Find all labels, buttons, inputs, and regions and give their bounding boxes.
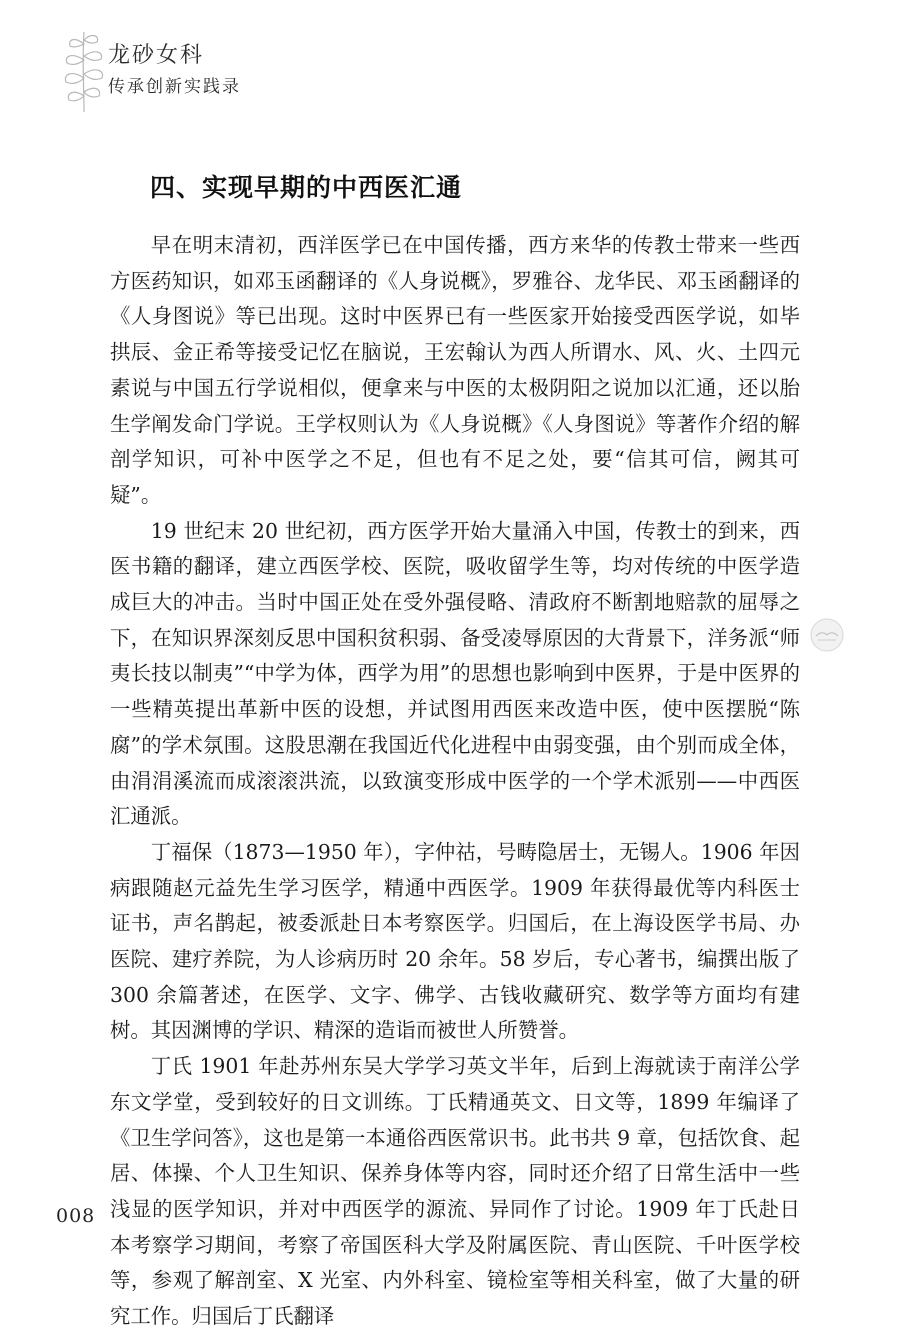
series-title: 龙砂女科	[108, 43, 205, 68]
book-tab-icon	[808, 616, 846, 654]
body-paragraph: 丁福保（1873—1950 年），字仲祜，号畴隐居士，无锡人。1906 年因病跟随赵元益先生学习医学，精通中西医学。1909 年获得最优等内科医士证书，声名鹊起，被委派赴日本考察医学。归国后，在上海设医学书局、办医院、建疗养院，为人诊病历时 20 余年。58 岁后，专心著书，编撰出版了 300 余篇著述，在医学、文字、佛学、古钱收藏研究、数学等方面均有建树。其因渊博的学识、精深的造诣而被世人所赞誉。	[110, 839, 800, 1043]
page-content	[110, 168, 800, 1335]
section-heading: 四、实现早期的中西医汇通	[150, 173, 463, 202]
body-paragraph: 19 世纪末 20 世纪初，西方医学开始大量涌入中国，传教士的到来，西医书籍的翻译，建立西医学校、医院，吸收留学生等，均对传统的中医学造成巨大的冲击。当时中国正处在受外强侵略、清政府不断割地赔款的屈辱之下，在知识界深刻反思中国积贫积弱、备受凌辱原因的大背景下，洋务派“师夷长技以制夷”“中学为体，西学为用”的思想也影响到中医界，于是中医界的一些精英提出革新中医的设想，并试图用西医来改造中医，使中医摆脱“陈腐”的学术氛围。这股思潮在我国近代化进程中由弱变强，由个别而成全体，由涓涓溪流而成滚滚洪流，以致演变形成中医学的一个学术派别——中西医汇通派。	[110, 518, 800, 829]
body-paragraph: 早在明末清初，西洋医学已在中国传播，西方来华的传教士带来一些西方医药知识，如邓玉函翻译的《人身说概》，罗雅谷、龙华民、邓玉函翻译的《人身图说》等已出现。这时中医界已有一些医家开始接受西医学说，如毕拱辰、金正希等接受记忆在脑说，王宏翰认为西人所谓水、风、火、土四元素说与中国五行学说相似，便拿来与中医的太极阴阳之说加以汇通，还以胎生学阐发命门学说。王学权则认为《人身说概》《人身图说》等著作介绍的解剖学知识，可补中医学之不足，但也有不足之处，要“信其可信，阙其可疑”。	[110, 233, 800, 507]
body-paragraph: 丁氏 1901 年赴苏州东吴大学学习英文半年，后到上海就读于南洋公学东文学堂，受到较好的日文训练。丁氏精通英文、日文等，1899 年编译了《卫生学问答》，这也是第一本通俗西医常识书。此书共 9 章，包括饮食、起居、体操、个人卫生知识、保养身体等内容，同时还介绍了日常生活中一些浅显的医学知识，并对中西医学的源流、异同作了讨论。1909 年丁氏赴日本考察学习期间，考察了帝国医科大学及附属医院、青山医院、千叶医学校等，参观了解剖室、X 光室、内外科室、镜检室等相关科室，做了大量的研究工作。归国后丁氏翻译	[110, 1054, 800, 1329]
series-subtitle: 传承创新实践录	[108, 77, 241, 97]
page-number: 008	[56, 1205, 96, 1227]
leaf-branch-icon	[54, 26, 114, 114]
running-head	[54, 26, 294, 116]
